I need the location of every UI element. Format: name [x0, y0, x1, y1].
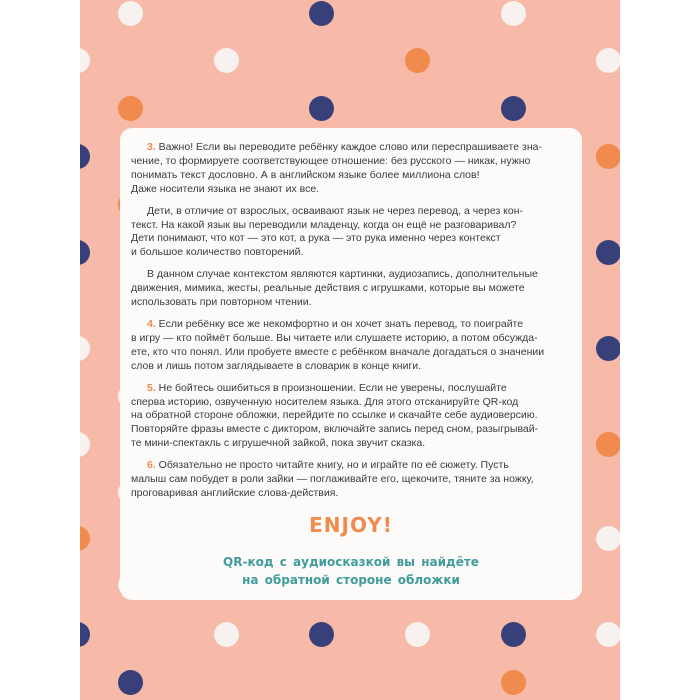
paragraph-line: в игру — кто поймёт больше. Вы читаете или слушаете историю, а потом обсужда- [131, 331, 538, 344]
paragraph-line: текст. На какой язык вы переводили младенцу, когда он ещё не разговаривал? [131, 218, 517, 231]
polka-dot [501, 670, 526, 695]
paragraph-line: малыш сам побудет в роли зайки — поглаживайте его, щекочите, тяните за ножку, [131, 473, 534, 486]
paragraph-line: слов и лишь потом заглядываете в словарик в конце книги. [131, 359, 422, 372]
polka-dot [501, 96, 526, 121]
polka-dot [80, 48, 90, 73]
paragraph-number: 4. [147, 317, 156, 330]
paragraph-line: Важно! Если вы переводите ребёнку каждое слово или переспрашиваете зна- [155, 141, 542, 153]
polka-dot [596, 48, 620, 73]
polka-dot [405, 622, 430, 647]
paragraph-line: те мини-спектакль с игрушечной зайкой, пока звучит сказка. [131, 437, 426, 450]
polka-dot [309, 96, 334, 121]
paragraph [131, 268, 568, 310]
paragraph-line: Повторяйте фразы вместе с диктором, включайте запись перед сном, разыгрывай- [131, 423, 539, 436]
polka-dot [596, 622, 620, 647]
paragraph-line: Дети, в отличие от взрослых, осваивают язык не через перевод, а через кон- [147, 204, 524, 217]
paragraph-line: Дети понимают, что кот — это кот, а рука — это рука именно через контекст [131, 232, 501, 245]
paragraph-line: и большое количество повторений. [131, 246, 304, 259]
qr-code-note [120, 553, 582, 589]
paragraph-number: 3. [147, 141, 156, 153]
paragraph-line: Не бойтесь ошибиться в произношении. Если не уверены, послушайте [155, 381, 507, 394]
polka-dot [80, 144, 90, 169]
text-card [120, 128, 582, 600]
polka-dot [596, 432, 620, 457]
polka-dot [80, 622, 90, 647]
instructions-text [131, 141, 568, 501]
polka-dot [596, 336, 620, 361]
paragraph [131, 205, 568, 261]
paragraph-line: Если ребёнку все же некомфортно и он хочет знать перевод, то поиграйте [155, 317, 524, 330]
paragraph [131, 382, 568, 452]
qr-note-line: QR-код с аудиосказкой вы найдёте [223, 555, 479, 569]
paragraph-line: понимать текст дословно. А в английском языке более миллиона слов! [131, 168, 480, 181]
paragraph-line: Обязательно не просто читайте книгу, но и играйте по её сюжету. Пусть [155, 459, 509, 472]
polka-dot [80, 336, 90, 361]
polka-dot [309, 1, 334, 26]
polka-dot [118, 1, 143, 26]
polka-dot [596, 240, 620, 265]
polka-dot [309, 622, 334, 647]
paragraph-line: ете, кто что понял. Или пробуете вместе с ребёнком вначале догадаться о значении [131, 345, 545, 358]
qr-note-line: на обратной стороне обложки [242, 573, 460, 587]
polka-dot [214, 48, 239, 73]
polka-dot [118, 96, 143, 121]
paragraph-line: на обратной стороне обложки, перейдите по ссылке и скачайте себе аудиоверсию. [131, 409, 538, 422]
paragraph-line: Даже носители языка не знают их все. [131, 182, 320, 195]
paragraph-line: чение, то формируете соответствующее отношение: без русского — никак, нужно [131, 154, 531, 167]
paragraph-line: сперва историю, озвученную носителем языка. Для этого отсканируйте QR-код [131, 395, 519, 408]
polka-dot [80, 240, 90, 265]
paragraph-line: В данном случае контекстом являются картинки, аудиозапись, дополнительные [147, 268, 538, 281]
paragraph-line: использовать при повторном чтении. [131, 296, 312, 309]
paragraph [131, 141, 568, 197]
polka-dot [501, 1, 526, 26]
polka-dot [596, 526, 620, 551]
polka-dot [80, 526, 90, 551]
enjoy-heading: ENJOY! [309, 513, 393, 537]
paragraph [131, 459, 568, 501]
paragraph-line: проговаривая английские слова-действия. [131, 486, 339, 499]
polka-dot [118, 670, 143, 695]
polka-dot [501, 622, 526, 647]
polka-dot [214, 622, 239, 647]
polka-dot [80, 432, 90, 457]
paragraph-number: 5. [147, 381, 156, 394]
polka-dot [596, 144, 620, 169]
paragraph-number: 6. [147, 459, 156, 472]
paragraph-line: движения, мимика, жесты, реальные действия с игрушками, которые вы можете [131, 282, 525, 295]
polka-dot [405, 48, 430, 73]
paragraph [131, 318, 568, 374]
